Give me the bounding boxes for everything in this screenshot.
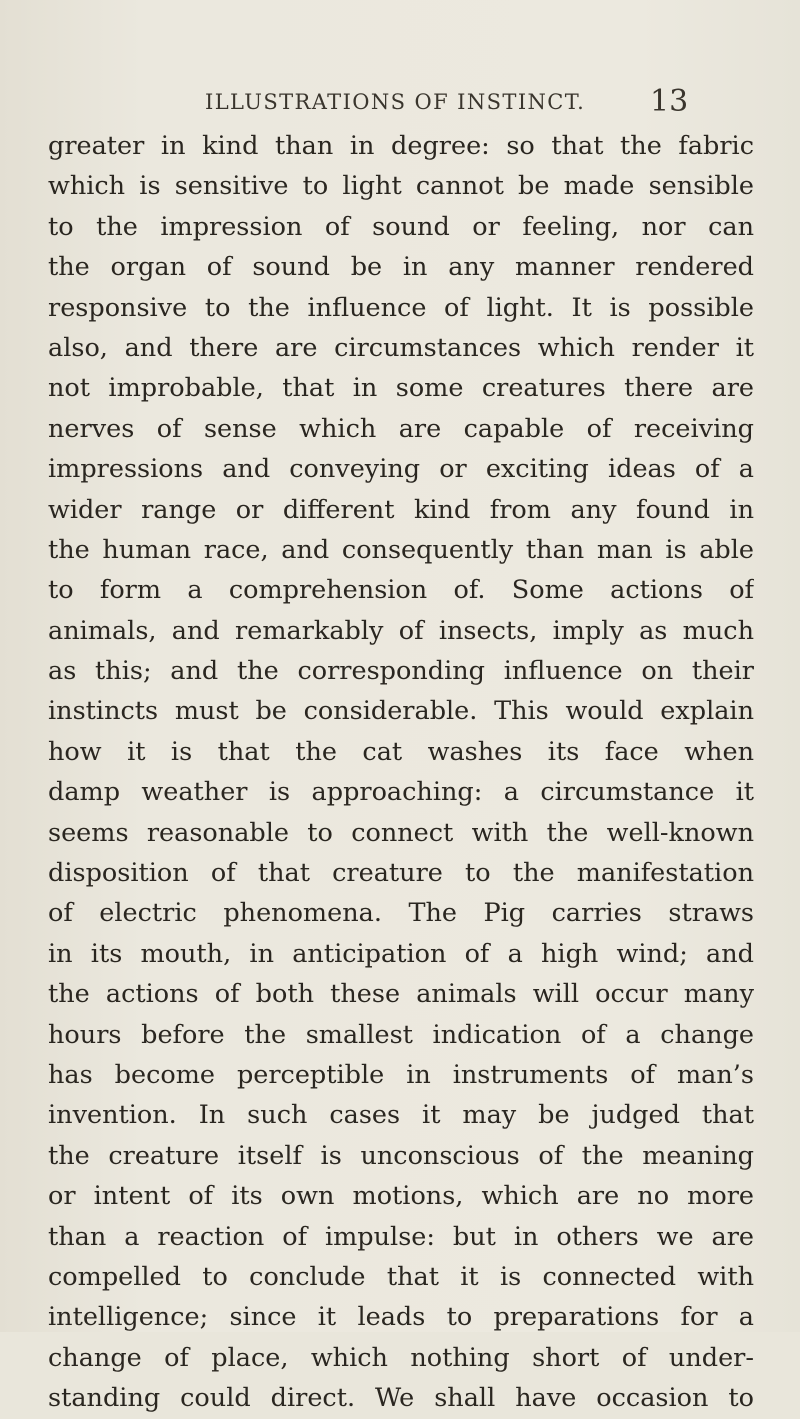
- text-line: impressions and conveying or exciting ideas of a: [48, 454, 754, 485]
- text-line: to form a comprehension of. Some actions of: [48, 575, 754, 606]
- text-line: seems reasonable to connect with the well-known: [48, 817, 754, 848]
- text-line: how it is that the cat washes its face when: [48, 736, 754, 767]
- text-line: intelligence; since it leads to preparations for a: [48, 1302, 754, 1333]
- text-line: as this; and the corresponding influence on their: [48, 656, 754, 687]
- text-line: in its mouth, in anticipation of a high wind; and: [48, 938, 754, 969]
- text-line: compelled to conclude that it is connected with: [48, 1261, 754, 1292]
- text-line: wider range or different kind from any found in: [48, 494, 754, 525]
- text-line: which is sensitive to light cannot be made sensible: [48, 171, 754, 202]
- page-number: 13: [650, 84, 689, 119]
- text-line: instincts must be considerable. This would explain: [48, 696, 754, 727]
- text-line: disposition of that creature to the manifestation: [48, 858, 754, 889]
- text-line: the creature itself is unconscious of the meaning: [48, 1140, 754, 1171]
- text-line: the actions of both these animals will occur many: [48, 979, 754, 1010]
- running-title: ILLUSTRATIONS OF INSTINCT.: [205, 90, 586, 114]
- text-line: not improbable, that in some creatures there are: [48, 373, 754, 404]
- running-head: [0, 84, 800, 124]
- text-line: hours before the smallest indication of a change: [48, 1019, 754, 1050]
- text-line: has become perceptible in instruments of man’s: [48, 1059, 754, 1090]
- text-line: the human race, and consequently than man is able: [48, 534, 754, 565]
- text-line: or intent of its own motions, which are no more: [48, 1181, 754, 1212]
- body-text: [48, 126, 754, 1419]
- text-line: the organ of sound be in any manner rendered: [48, 252, 754, 283]
- text-line: of electric phenomena. The Pig carries straws: [48, 898, 754, 929]
- text-line: greater in kind than in degree: so that the fabric: [48, 131, 754, 161]
- text-line: responsive to the influence of light. It is possible: [48, 292, 754, 323]
- text-line: damp weather is approaching: a circumstance it: [48, 777, 754, 808]
- text-line: invention. In such cases it may be judged that: [48, 1100, 754, 1131]
- text-line: change of place, which nothing short of under-: [48, 1342, 754, 1373]
- text-line: also, and there are circumstances which render it: [48, 332, 754, 363]
- text-line: nerves of sense which are capable of receiving: [48, 413, 754, 444]
- text-line: standing could direct. We shall have occasion to: [48, 1383, 754, 1414]
- text-line: than a reaction of impulse: but in others we are: [48, 1221, 754, 1252]
- text-line: to the impression of sound or feeling, nor can: [48, 211, 754, 242]
- text-line: animals, and remarkably of insects, imply as much: [48, 615, 754, 646]
